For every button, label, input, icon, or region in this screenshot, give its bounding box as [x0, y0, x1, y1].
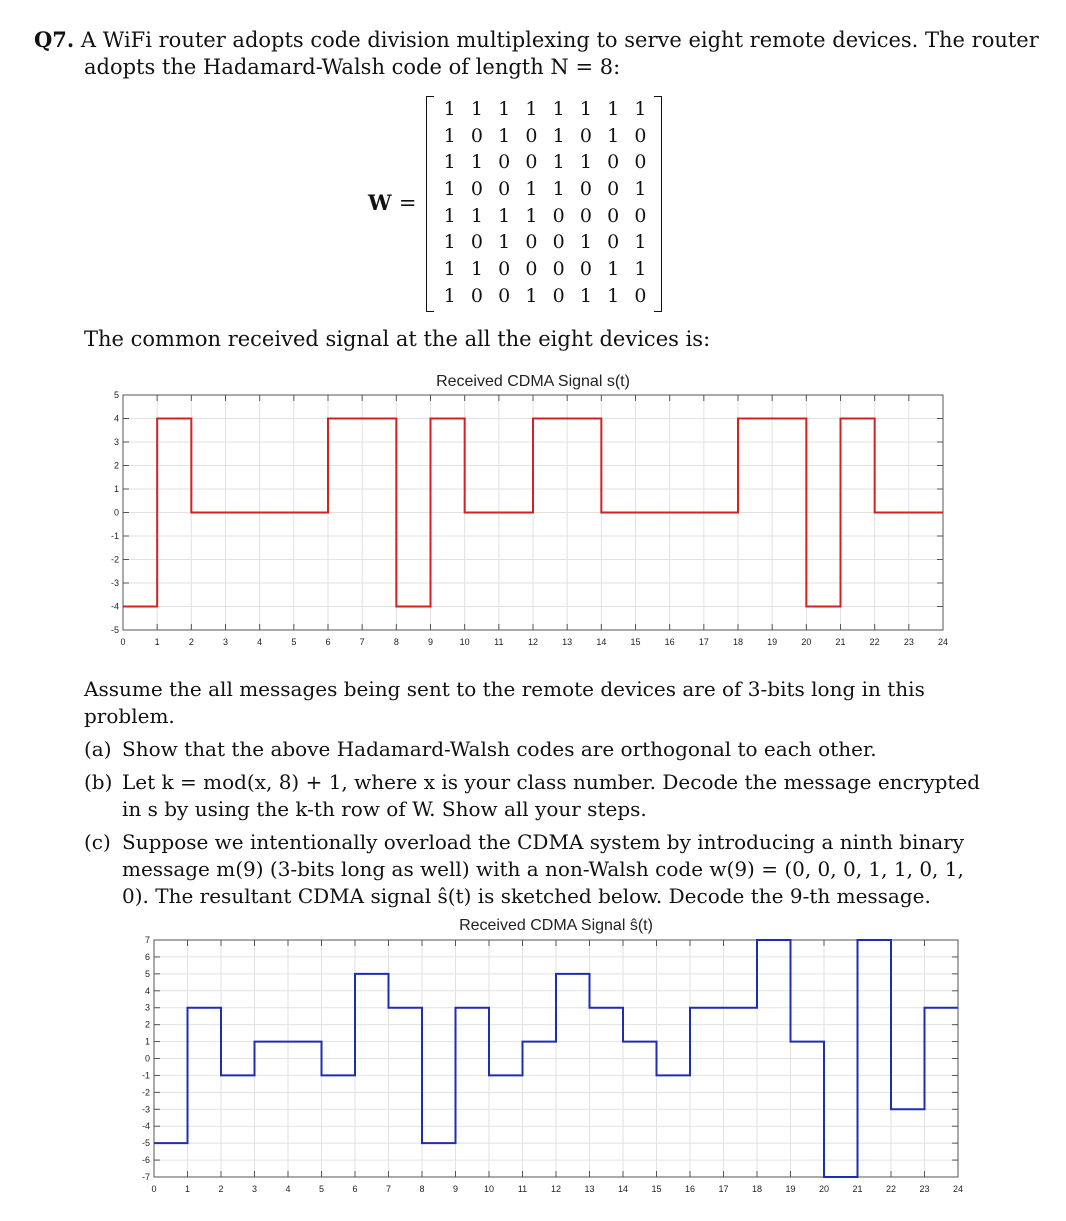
matrix-cell: 0 [498, 258, 511, 281]
matrix-cell: 1 [498, 204, 511, 227]
y-tick-label: -6 [141, 1155, 150, 1166]
y-tick-label: -4 [110, 601, 119, 612]
part-label: (b) [84, 770, 113, 794]
x-tick-label: 15 [651, 1184, 662, 1194]
x-tick-label: 0 [120, 637, 126, 647]
matrix-cell: 0 [470, 124, 483, 147]
y-tick-label: 2 [113, 460, 119, 471]
x-tick-label: 6 [325, 637, 331, 647]
x-tick-label: 3 [251, 1184, 258, 1194]
x-tick-label: 14 [596, 637, 607, 647]
x-tick-label: 13 [584, 1184, 595, 1194]
part-text: Show that the above Hadamard-Walsh codes are orthogonal to each other. [122, 737, 877, 761]
x-tick-label: 19 [767, 637, 778, 647]
chart-s [111, 373, 948, 647]
part-c [84, 829, 984, 910]
x-tick-label: 19 [785, 1184, 796, 1194]
x-tick-label: 16 [684, 1184, 696, 1194]
part-label: (a) [84, 737, 112, 761]
matrix-cell: 1 [498, 98, 511, 120]
part-b [84, 769, 984, 823]
y-tick-label: -1 [141, 1070, 150, 1081]
matrix-cell: 1 [443, 124, 456, 147]
x-tick-label: 2 [218, 1184, 224, 1194]
problem-parts [84, 676, 984, 916]
assume-text: Assume the all messages being sent to the remote devices are of 3-bits long in this problem. [84, 677, 925, 728]
x-tick-label: 21 [835, 637, 846, 647]
x-tick-label: 11 [517, 1184, 528, 1194]
x-tick-label: 15 [630, 637, 641, 647]
x-tick-label: 10 [483, 1184, 495, 1194]
matrix-cell: 0 [552, 204, 565, 227]
y-tick-label: 7 [144, 935, 150, 945]
matrix-cell: 1 [634, 258, 647, 281]
matrix-cell: 1 [443, 258, 456, 281]
x-tick-label: 16 [664, 637, 675, 647]
matrix-cell: 0 [498, 284, 511, 307]
y-tick-label: -4 [141, 1121, 150, 1132]
part-text: Let k = mod(x, 8) + 1, where x is your class number. Decode the message encrypted in s by using the k-th row of W. Show all your steps. [122, 770, 981, 821]
matrix-cell: 1 [443, 231, 456, 254]
matrix-cell: 1 [470, 98, 483, 120]
matrix-cell: 0 [552, 258, 565, 281]
part-label: (c) [84, 830, 111, 854]
x-tick-label: 10 [459, 637, 470, 647]
question-text-line1: A WiFi router adopts code division multiplexing to serve eight remote devices. The router [80, 28, 1039, 52]
x-tick-label: 8 [393, 637, 399, 647]
y-tick-label: 3 [113, 437, 119, 447]
matrix-cell: 0 [607, 231, 620, 254]
matrix-cell: 1 [607, 284, 620, 307]
matrix-cell: 1 [470, 204, 483, 227]
question-text-line2: adopts the Hadamard-Walsh code of length N = 8: [84, 55, 621, 79]
matrix-cell: 0 [607, 151, 620, 174]
matrix-cell: 1 [607, 258, 620, 281]
matrix-cell: 0 [552, 231, 565, 254]
matrix-cell: 0 [634, 284, 647, 307]
x-tick-label: 23 [919, 1184, 930, 1194]
y-tick-label: 1 [113, 484, 119, 494]
matrix-cell: 1 [552, 151, 565, 174]
x-tick-label: 4 [285, 1184, 291, 1194]
matrix-cell: 1 [443, 151, 456, 174]
x-tick-label: 2 [188, 637, 194, 647]
x-tick-label: 14 [617, 1184, 629, 1194]
matrix-cell: 1 [552, 178, 565, 201]
matrix-cell: 1 [498, 124, 511, 147]
y-tick-label: -7 [141, 1172, 150, 1182]
x-tick-label: 11 [494, 637, 504, 647]
x-tick-label: 21 [852, 1184, 863, 1194]
x-tick-label: 23 [903, 637, 914, 647]
x-tick-label: 24 [952, 1184, 964, 1194]
matrix-cell: 1 [443, 284, 456, 307]
y-tick-label: -2 [141, 1087, 150, 1098]
x-tick-label: 13 [562, 637, 573, 647]
y-tick-label: -3 [110, 578, 119, 588]
matrix-cell: 1 [470, 258, 483, 281]
matrix-cell: 0 [470, 231, 483, 254]
matrix-label: W = [368, 190, 417, 215]
y-tick-label: 0 [144, 1053, 150, 1064]
matrix-cell: 1 [552, 124, 565, 147]
part-a [84, 736, 984, 763]
y-tick-label: 5 [113, 390, 119, 400]
matrix-cell: 0 [525, 151, 538, 174]
matrix-cell: 0 [525, 258, 538, 281]
matrix-cell: 0 [470, 178, 483, 201]
chart-title: Received CDMA Signal s(t) [436, 373, 630, 390]
x-tick-label: 12 [550, 1184, 562, 1194]
y-tick-label: 5 [144, 968, 150, 979]
y-tick-label: 4 [144, 985, 150, 996]
matrix-cell: 0 [525, 124, 538, 147]
matrix-cell: 1 [607, 124, 620, 147]
matrix-cell: 0 [525, 231, 538, 254]
matrix-cell: 1 [525, 178, 538, 201]
matrix-cell: 1 [470, 151, 483, 174]
x-tick-label: 7 [385, 1184, 392, 1194]
matrix-cell: 0 [579, 204, 592, 227]
matrix-cell: 1 [607, 98, 620, 120]
y-tick-label: 0 [113, 507, 119, 518]
x-tick-label: 7 [359, 637, 365, 647]
y-tick-label: -3 [141, 1104, 150, 1115]
matrix-cell: 1 [634, 231, 647, 254]
x-tick-label: 9 [427, 637, 434, 647]
matrix-cell: 0 [579, 178, 592, 201]
x-tick-label: 17 [698, 637, 709, 647]
y-tick-label: 4 [113, 413, 119, 424]
y-tick-label: 3 [144, 1002, 150, 1013]
matrix-cell: 1 [443, 178, 456, 201]
matrix-cell: 0 [498, 151, 511, 174]
x-tick-label: 8 [419, 1184, 425, 1194]
y-tick-label: 1 [144, 1036, 150, 1047]
x-tick-label: 12 [527, 637, 539, 647]
matrix-cell: 0 [498, 178, 511, 201]
matrix-cell: 1 [579, 231, 592, 254]
part-text: Suppose we intentionally overload the CDMA system by introducing a ninth binary message m(9) (3-bits long as well) with a non-Walsh code w(9) = (0, 0, 0, 1, 1, 0, 1, 0). The resultant CDMA signal ŝ(t) is sketched below. Decode the 9-th message. [122, 830, 965, 908]
x-tick-label: 1 [184, 1184, 191, 1194]
matrix-cell: 0 [552, 284, 565, 307]
x-tick-label: 1 [154, 637, 160, 647]
matrix-cell: 1 [579, 98, 592, 120]
x-tick-label: 6 [352, 1184, 358, 1194]
y-tick-label: -1 [110, 531, 119, 541]
matrix-cell: 1 [443, 204, 456, 227]
received-sentence: The common received signal at the all the eight devices is: [84, 327, 711, 351]
matrix-cell: 0 [634, 124, 647, 147]
x-tick-label: 5 [318, 1184, 325, 1194]
matrix-cell: 1 [579, 151, 592, 174]
x-tick-label: 22 [885, 1184, 897, 1194]
matrix-cell: 1 [552, 98, 565, 120]
matrix-cell: 0 [634, 151, 647, 174]
x-tick-label: 20 [818, 1184, 830, 1194]
x-tick-label: 3 [222, 637, 229, 647]
x-tick-label: 20 [801, 637, 812, 647]
y-tick-label: -5 [141, 1138, 150, 1149]
x-tick-label: 24 [937, 637, 949, 647]
x-tick-label: 17 [718, 1184, 729, 1194]
matrix-cell: 0 [607, 204, 620, 227]
matrix-cell: 0 [579, 258, 592, 281]
x-tick-label: 4 [257, 637, 263, 647]
matrix-cell: 1 [525, 98, 538, 120]
question-number: Q7. [34, 27, 75, 52]
matrix-cell: 1 [579, 284, 592, 307]
chart-s-hat [142, 917, 963, 1194]
matrix-cell: 0 [634, 204, 647, 227]
x-tick-label: 22 [869, 637, 880, 647]
matrix-cell: 0 [607, 178, 620, 201]
x-tick-label: 18 [732, 637, 744, 647]
y-tick-label: 2 [144, 1019, 150, 1030]
chart-title: Received CDMA Signal ŝ(t) [459, 917, 653, 934]
x-tick-label: 18 [751, 1184, 763, 1194]
matrix-cell: 1 [634, 178, 647, 201]
y-tick-label: -5 [110, 625, 119, 635]
x-tick-label: 9 [452, 1184, 459, 1194]
matrix-cell: 1 [525, 284, 538, 307]
y-tick-label: -2 [110, 554, 119, 565]
matrix-cell: 1 [498, 231, 511, 254]
matrix-cell: 1 [443, 98, 456, 120]
x-tick-label: 0 [151, 1184, 157, 1194]
matrix-cell: 0 [470, 284, 483, 307]
matrix-cell: 1 [525, 204, 538, 227]
matrix-cell: 1 [634, 98, 647, 120]
x-tick-label: 5 [291, 637, 297, 647]
y-tick-label: 6 [144, 951, 150, 962]
matrix-cell: 0 [579, 124, 592, 147]
